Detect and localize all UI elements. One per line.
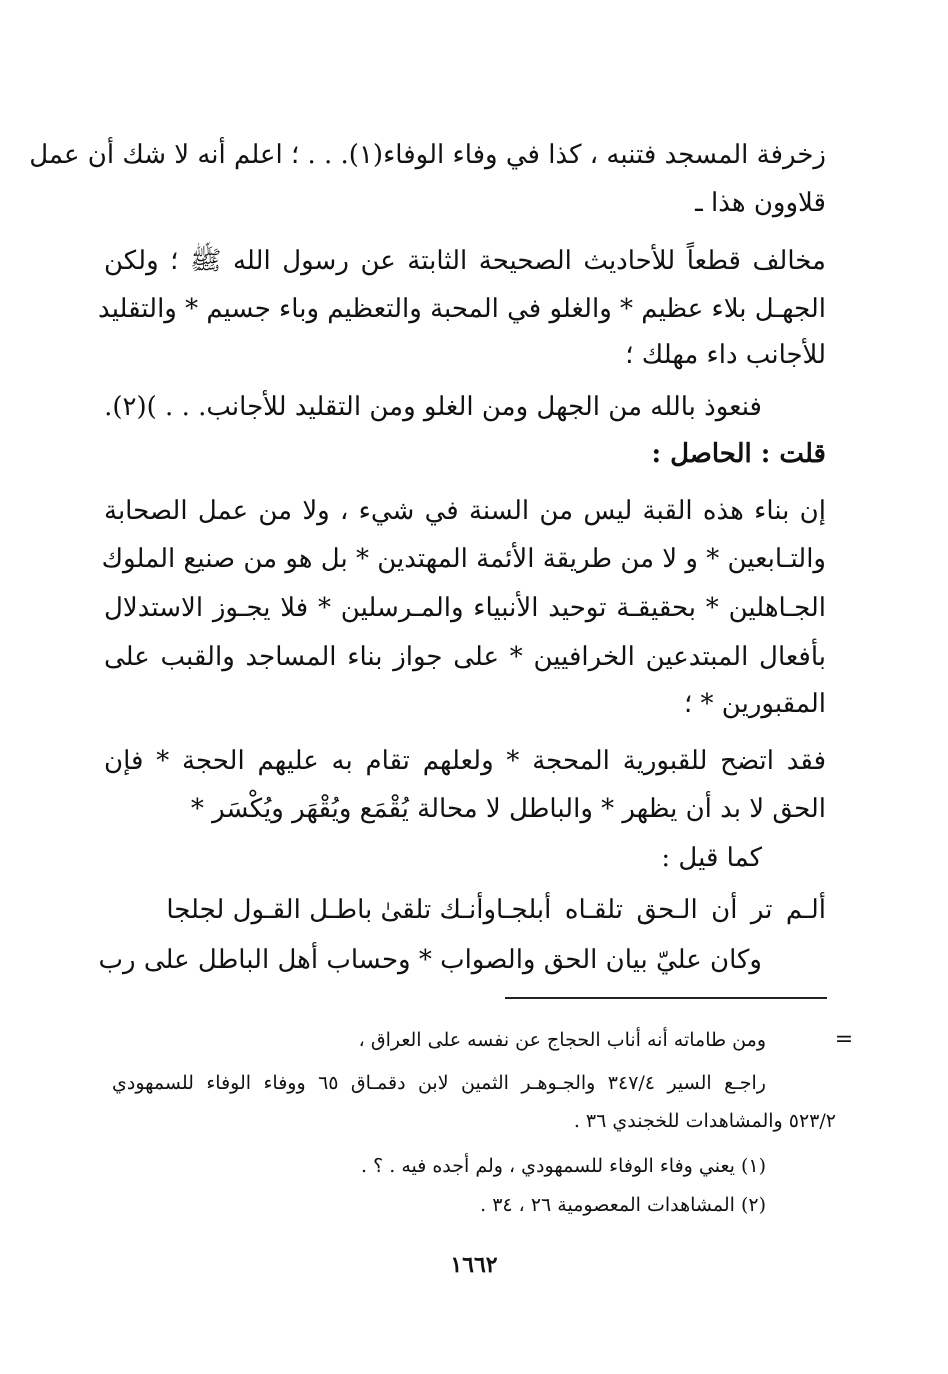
body-line: إن بناء هذه القبة ليس من السنة في شيء ، ولا من عمل الصحابة	[104, 496, 826, 526]
section-heading: قلت : الحاصل :	[651, 439, 826, 469]
verse-second-hemistich: وأنـك تلقىٰ باطـل القـول لجلجا	[166, 895, 496, 925]
body-line: مخالف قطعاً للأحاديث الصحيحة الثابتة عن رسول الله ﷺ ؛ ولكن	[104, 246, 826, 276]
footnote-line: ٥٢٣/٢ والمشاهدات للخجندي ٣٦ .	[573, 1110, 836, 1132]
verse-first-hemistich: ألـم تر أن الـحق تلقـاه أبلجـا	[496, 895, 826, 925]
body-line: قلاوون هذا ـ	[695, 188, 826, 218]
footnote-line: راجـع السير ٣٤٧/٤ والجـوهـر الثمين لابن دقمـاق ٦٥ ووفاء الوفاء للسمهودي	[112, 1072, 766, 1094]
body-line: وكان عليّ بيان الحق والصواب * وحساب أهل الباطل على رب	[98, 945, 762, 975]
body-line: المقبورين * ؛	[684, 689, 826, 719]
footnote-continuation-mark: =	[834, 1027, 854, 1052]
footnote-line: ومن طاماته أنه أناب الحجاج عن نفسه على العراق ،	[358, 1029, 766, 1051]
body-line: بأفعال المبتدعين الخرافيين * على جواز بناء المساجد والقبب على	[104, 642, 826, 672]
footnote-line: (٢) المشاهدات المعصومية ٢٦ ، ٣٤ .	[480, 1194, 766, 1216]
body-line: الحق لا بد أن يظهر * والباطل لا محالة يُقْمَع ويُقْهَر ويُكْسَر *	[190, 794, 826, 824]
body-line: فقد اتضح للقبورية المحجة * ولعلهم تقام به عليهم الحجة * فإن	[104, 746, 826, 776]
body-line: الجهـل بلاء عظيم * والغلو في المحبة والتعظيم وباء جسيم * والتقليد	[98, 294, 826, 324]
footnote-divider	[505, 997, 827, 999]
body-line: كما قيل :	[661, 843, 762, 873]
body-line: للأجانب داء مهلك ؛	[625, 340, 826, 370]
poetry-verse	[104, 890, 826, 930]
page-number: ١٦٦٢	[450, 1252, 498, 1278]
body-line: الجـاهلين * بحقيقـة توحيد الأنبياء والمـرسلين * فلا يجـوز الاستدلال	[104, 593, 826, 623]
body-line: زخرفة المسجد فتنبه ، كذا في وفاء الوفاء(١). . . ؛ اعلم أنه لا شك أن عمل	[29, 140, 826, 170]
body-line: فنعوذ بالله من الجهل ومن الغلو ومن التقليد للأجانب. . . )(٢).	[104, 392, 762, 422]
body-line: والتـابعين * و لا من طريقة الأئمة المهتدين * بل هو من صنيع الملوك	[101, 544, 826, 574]
footnote-line: (١) يعني وفاء الوفاء للسمهودي ، ولم أجده فيه . ؟ .	[361, 1155, 766, 1177]
